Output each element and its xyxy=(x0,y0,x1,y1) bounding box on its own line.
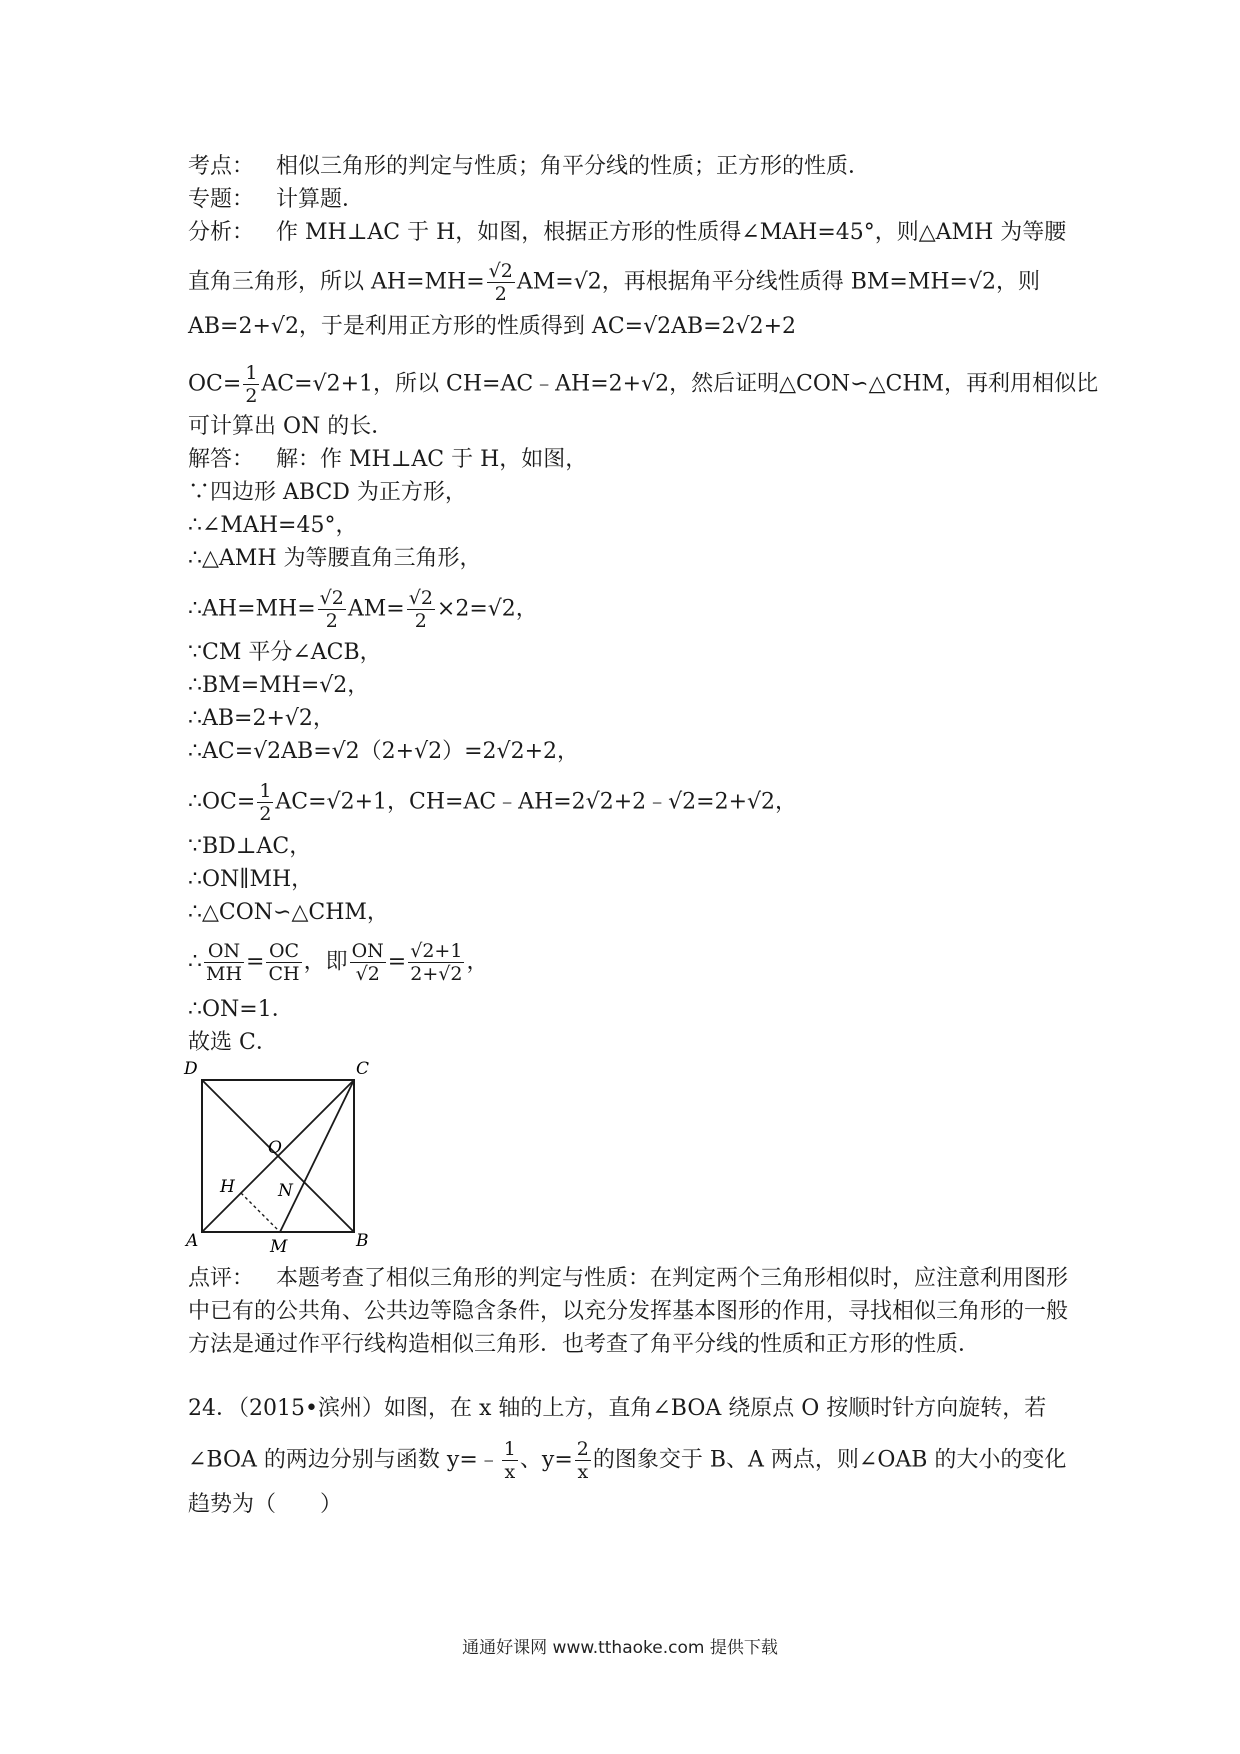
denominator: x xyxy=(504,1461,516,1483)
solution-step xyxy=(188,671,1068,701)
label-c: C xyxy=(356,1059,370,1079)
solution-step xyxy=(188,865,1068,895)
solution-step xyxy=(188,478,1068,508)
square-geometry-figure xyxy=(180,1050,390,1265)
step-text: AM= xyxy=(347,596,405,622)
step-text: ∵CM 平分∠ACB， xyxy=(188,640,382,665)
denominator: 2 xyxy=(494,283,507,305)
label-a: A xyxy=(186,1231,199,1251)
denominator: 2 xyxy=(259,803,272,825)
label-m: M xyxy=(270,1237,288,1257)
step-text: ∵BD⊥AC， xyxy=(188,834,312,859)
q24-text-2c: 的图象交于 B、A 两点，则∠OAB 的大小的变化 xyxy=(592,1447,1067,1473)
denominator: CH xyxy=(268,963,300,985)
fenxi-label: 分析： xyxy=(188,220,255,245)
numerator: 1 xyxy=(503,1438,516,1460)
solution-step xyxy=(188,898,1068,928)
q24-line-1 xyxy=(188,1394,1068,1424)
label-o: O xyxy=(268,1138,282,1158)
comment-text: 本题考查了相似三角形的判定与性质：在判定两个三角形相似时，应注意利用图形中已有的公共角、公共边等隐含条件，以充分发挥基本图形的作用，寻找相似三角形的一般方法是通过作平行线构造相似三角形．也考查了角平分线的性质和正方形的性质． xyxy=(188,1266,1069,1357)
kaodian-label: 考点： xyxy=(188,154,255,179)
analysis-line-4 xyxy=(188,362,1099,407)
label-h: H xyxy=(220,1177,235,1197)
step-text: ×2=√2， xyxy=(436,596,538,622)
q24-text-3: 趋势为（ ） xyxy=(188,1492,343,1517)
solution-intro: 解：作 MH⊥AC 于 H，如图， xyxy=(276,447,588,472)
numerator: OC xyxy=(266,940,301,963)
analysis-line-5 xyxy=(188,412,1068,442)
numerator: ON xyxy=(351,940,384,962)
dotted-mh xyxy=(241,1193,280,1232)
fraction xyxy=(407,587,435,632)
q24-text-2b: 、y= xyxy=(519,1447,573,1473)
numerator: ON xyxy=(204,940,244,963)
solution-step xyxy=(188,832,1068,862)
solution-step xyxy=(188,995,1068,1025)
denominator: x xyxy=(577,1461,589,1483)
step-text: ，即 xyxy=(303,949,348,975)
solution-step xyxy=(188,544,1068,574)
label-n: N xyxy=(278,1181,293,1201)
fraction xyxy=(257,780,273,825)
step-text: ∴ON∥MH， xyxy=(188,867,314,892)
fraction xyxy=(408,940,464,985)
kaodian-text: 相似三角形的判定与性质；角平分线的性质；正方形的性质． xyxy=(276,154,871,179)
solution-intro-row xyxy=(188,445,1068,475)
analysis-line-1 xyxy=(188,218,1068,248)
analysis-text-4a: OC= xyxy=(188,371,242,397)
solution-step xyxy=(188,737,1068,767)
denominator: MH xyxy=(206,963,243,985)
numerator: 1 xyxy=(259,780,272,802)
q24-text-2a: ∠BOA 的两边分别与函数 y=﹣ xyxy=(188,1447,500,1473)
q24-line-2 xyxy=(188,1438,1068,1483)
q24-text-1: 24．（2015•滨州）如图，在 x 轴的上方，直角∠BOA 绕原点 O 按顺时针方向旋转，若 xyxy=(188,1396,1047,1421)
dianping-label: 点评： xyxy=(188,1266,255,1291)
label-b: B xyxy=(356,1231,369,1251)
step-text: ∴ON=1． xyxy=(188,997,294,1022)
numerator: √2 xyxy=(408,587,433,609)
step-text: ∴AC=√2AB=√2（2+√2）=2√2+2， xyxy=(188,739,579,764)
label-d: D xyxy=(184,1059,198,1079)
zhuanti-row xyxy=(188,185,1068,215)
analysis-text-5: 可计算出 ON 的长． xyxy=(188,414,394,439)
analysis-line-3 xyxy=(188,312,1068,342)
zhuanti-label: 专题： xyxy=(188,187,255,212)
fraction xyxy=(318,587,346,632)
step-text: ∴AB=2+√2， xyxy=(188,706,335,731)
solution-step xyxy=(188,780,1068,825)
fraction xyxy=(243,362,259,407)
analysis-text-2b: AM=√2，再根据角平分线性质得 BM=MH=√2，则 xyxy=(516,269,1041,295)
solution-step xyxy=(188,638,1068,668)
numerator: √2 xyxy=(488,260,513,282)
fraction xyxy=(204,940,244,985)
solution-step xyxy=(188,940,1068,985)
step-text: ∴BM=MH=√2， xyxy=(188,673,370,698)
step-text: ∴△AMH 为等腰直角三角形， xyxy=(188,546,482,571)
analysis-line-2 xyxy=(188,260,1068,305)
denominator: 2+√2 xyxy=(410,963,463,985)
solution-step xyxy=(188,511,1068,541)
solution-step xyxy=(188,704,1068,734)
equals-sign: = xyxy=(387,949,407,975)
analysis-text-4b: AC=√2+1，所以 CH=AC﹣AH=2+√2，然后证明△CON∽△CHM，再利用相似比 xyxy=(261,371,1099,397)
fraction xyxy=(487,260,515,305)
numerator: 1 xyxy=(245,362,258,384)
analysis-text-1: 作 MH⊥AC 于 H，如图，根据正方形的性质得∠MAH=45°，则△AMH 为等腰 xyxy=(276,220,1067,245)
zhuanti-text: 计算题． xyxy=(276,187,365,212)
fraction xyxy=(502,1438,518,1483)
step-text: 故选 C． xyxy=(188,1030,278,1055)
numerator: 2 xyxy=(576,1438,589,1460)
fraction xyxy=(575,1438,591,1483)
comment-block xyxy=(188,1262,1068,1361)
page-footer: 通通好课网 www.tthaoke.com 提供下载 xyxy=(462,1638,778,1658)
denominator: 2 xyxy=(325,610,338,632)
equals-sign: = xyxy=(246,949,265,975)
jieda-label: 解答： xyxy=(188,447,255,472)
step-text: ∴OC= xyxy=(188,789,256,815)
kaodian-row xyxy=(188,152,1068,182)
numerator: √2+1 xyxy=(410,940,463,962)
step-text: ∴△CON∽△CHM， xyxy=(188,900,389,925)
step-text: AC=√2+1，CH=AC﹣AH=2√2+2﹣√2=2+√2， xyxy=(275,789,798,815)
fraction xyxy=(266,940,301,985)
denominator: 2 xyxy=(414,610,427,632)
fraction xyxy=(350,940,386,985)
analysis-text-2a: 直角三角形，所以 AH=MH= xyxy=(188,269,485,295)
denominator: 2 xyxy=(245,385,258,407)
step-text: ∵四边形 ABCD 为正方形， xyxy=(188,480,467,505)
analysis-text-3: AB=2+√2，于是利用正方形的性质得到 AC=√2AB=2√2+2 xyxy=(188,314,797,339)
denominator: √2 xyxy=(355,963,380,985)
numerator: √2 xyxy=(319,587,344,609)
step-text: ∴ xyxy=(188,949,202,975)
step-text: ， xyxy=(466,949,489,975)
solution-step xyxy=(188,587,1068,632)
q24-line-3 xyxy=(188,1490,1068,1520)
segment-cm xyxy=(280,1080,354,1232)
step-text: ∴∠MAH=45°， xyxy=(188,513,358,538)
step-text: ∴AH=MH= xyxy=(188,596,316,622)
